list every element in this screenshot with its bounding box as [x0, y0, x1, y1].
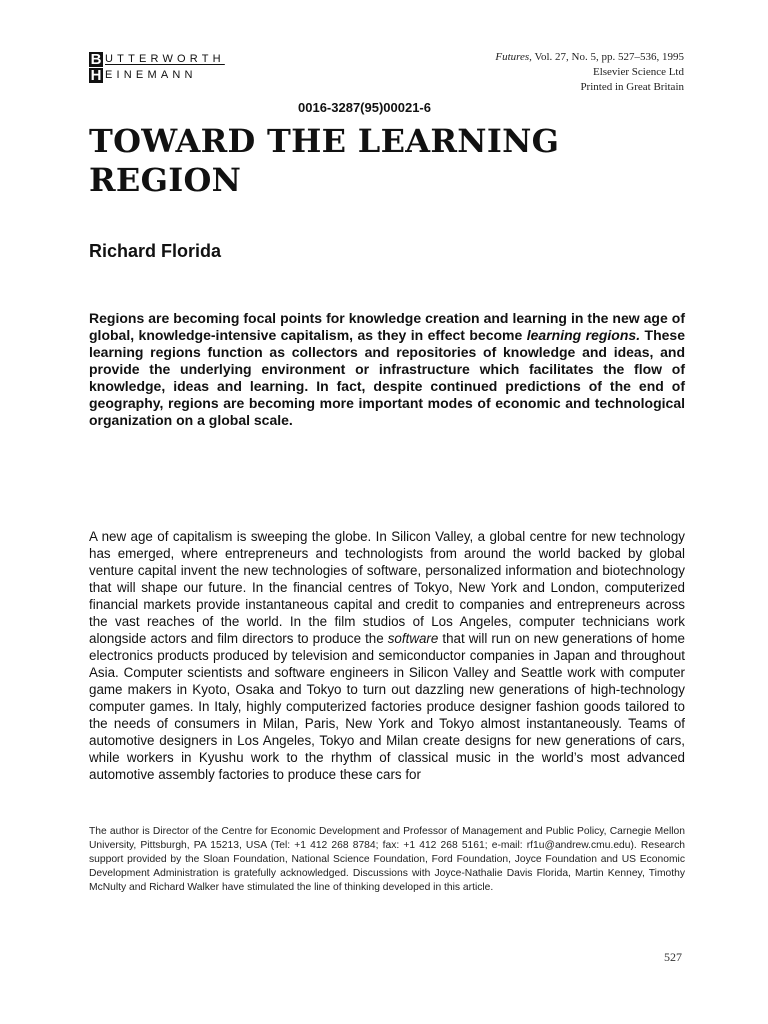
logo-line-1: [89, 51, 225, 67]
printed-in: Printed in Great Britain: [580, 81, 684, 93]
journal-citation: [495, 50, 684, 65]
logo-word-1: UTTERWORTH: [105, 52, 225, 65]
publisher-logo: [89, 51, 259, 83]
logo-initial-h: H: [90, 66, 102, 84]
author-name: Richard Florida: [89, 241, 222, 261]
abstract-emphasis: learning regions.: [526, 327, 641, 343]
body-text-1: A new age of capitalism is sweeping the globe. In Silicon Valley, a global centre for new technology has emerged, where entrepreneurs and technologists from around the world backed by global venture capital invent the new technologies of software, personalized information and biotechnology that will shape our future. In the financial centres of Tokyo, New York and London, computerized financial markets provide instantaneous capital and credit to companies and entrepreneurs across the vast reaches of the world. In the film studios of Los Angeles, computer technicians work alongside actors and film directors to produce the: [89, 529, 685, 646]
abstract: [89, 310, 685, 429]
page-number: 527: [664, 950, 682, 964]
journal-name: Futures,: [495, 51, 532, 63]
logo-word-2: EINEMANN: [105, 68, 197, 81]
journal-citation-block: [495, 50, 684, 95]
body-paragraph: [89, 528, 685, 783]
logo-initial-b: B: [90, 50, 102, 68]
volume-pages: Vol. 27, No. 5, pp. 527–536, 1995: [534, 51, 684, 63]
article-id: 0016-3287(95)00021-6: [298, 100, 431, 115]
publisher-name: Elsevier Science Ltd: [592, 66, 684, 78]
logo-line-2: [89, 67, 197, 83]
body-emphasis: software: [387, 631, 439, 646]
body-text-2: that will run on new generations of home electronics products produced by television and semiconductor companies in Japan and throughout Asia. Computer scientists and software engineers in Silicon Valley and Seattle work with computer game makers in Kyoto, Osaka and Tokyo to turn out dazzling new generations of high-technology computer games. In Italy, highly computerized factories produce designer fashion goods tailored to the needs of consumers in Milan, Paris, New York and Tokyo almost instantaneously. Teams of automotive designers in Los Angeles, Tokyo and Milan create designs for new generations of cars, while workers in Kyushu work to the rhythm of classical music in the world’s most advanced automotive assembly factories to produce these cars for: [89, 631, 685, 782]
article-title: TOWARD THE LEARNING REGION: [89, 122, 560, 199]
author-footnote: The author is Director of the Centre for Economic Development and Professor of Management and Public Policy, Carnegie Mellon University, Pittsburgh, PA 15213, USA (Tel: +1 412 268 8784; fax: +1 412 268 5161; e-mail: rf1u@andrew.cmu.edu). Research support provided by the Sloan Foundation, National Science Foundation, Ford Foundation, Joyce Foundation and US Economic Development Administration is gratefully acknowledged. Discussions with Joyce-Nathalie Davis Florida, Martin Kenney, Timothy McNulty and Richard Walker have stimulated the line of thinking developed in this article.: [89, 826, 685, 893]
abstract-text-2: These learning regions function as collectors and repositories of knowledge and ideas, and provide the underlying environment or infrastructure which facilitates the flow of knowledge, ideas and learning. In fact, despite continued predictions of the end of geography, regions are becoming more important modes of economic and technological organization on a global scale.: [89, 327, 685, 428]
abstract-text-1: Regions are becoming focal points for knowledge creation and learning in the new age of global, knowledge-intensive capitalism, as they in effect become: [89, 310, 685, 343]
